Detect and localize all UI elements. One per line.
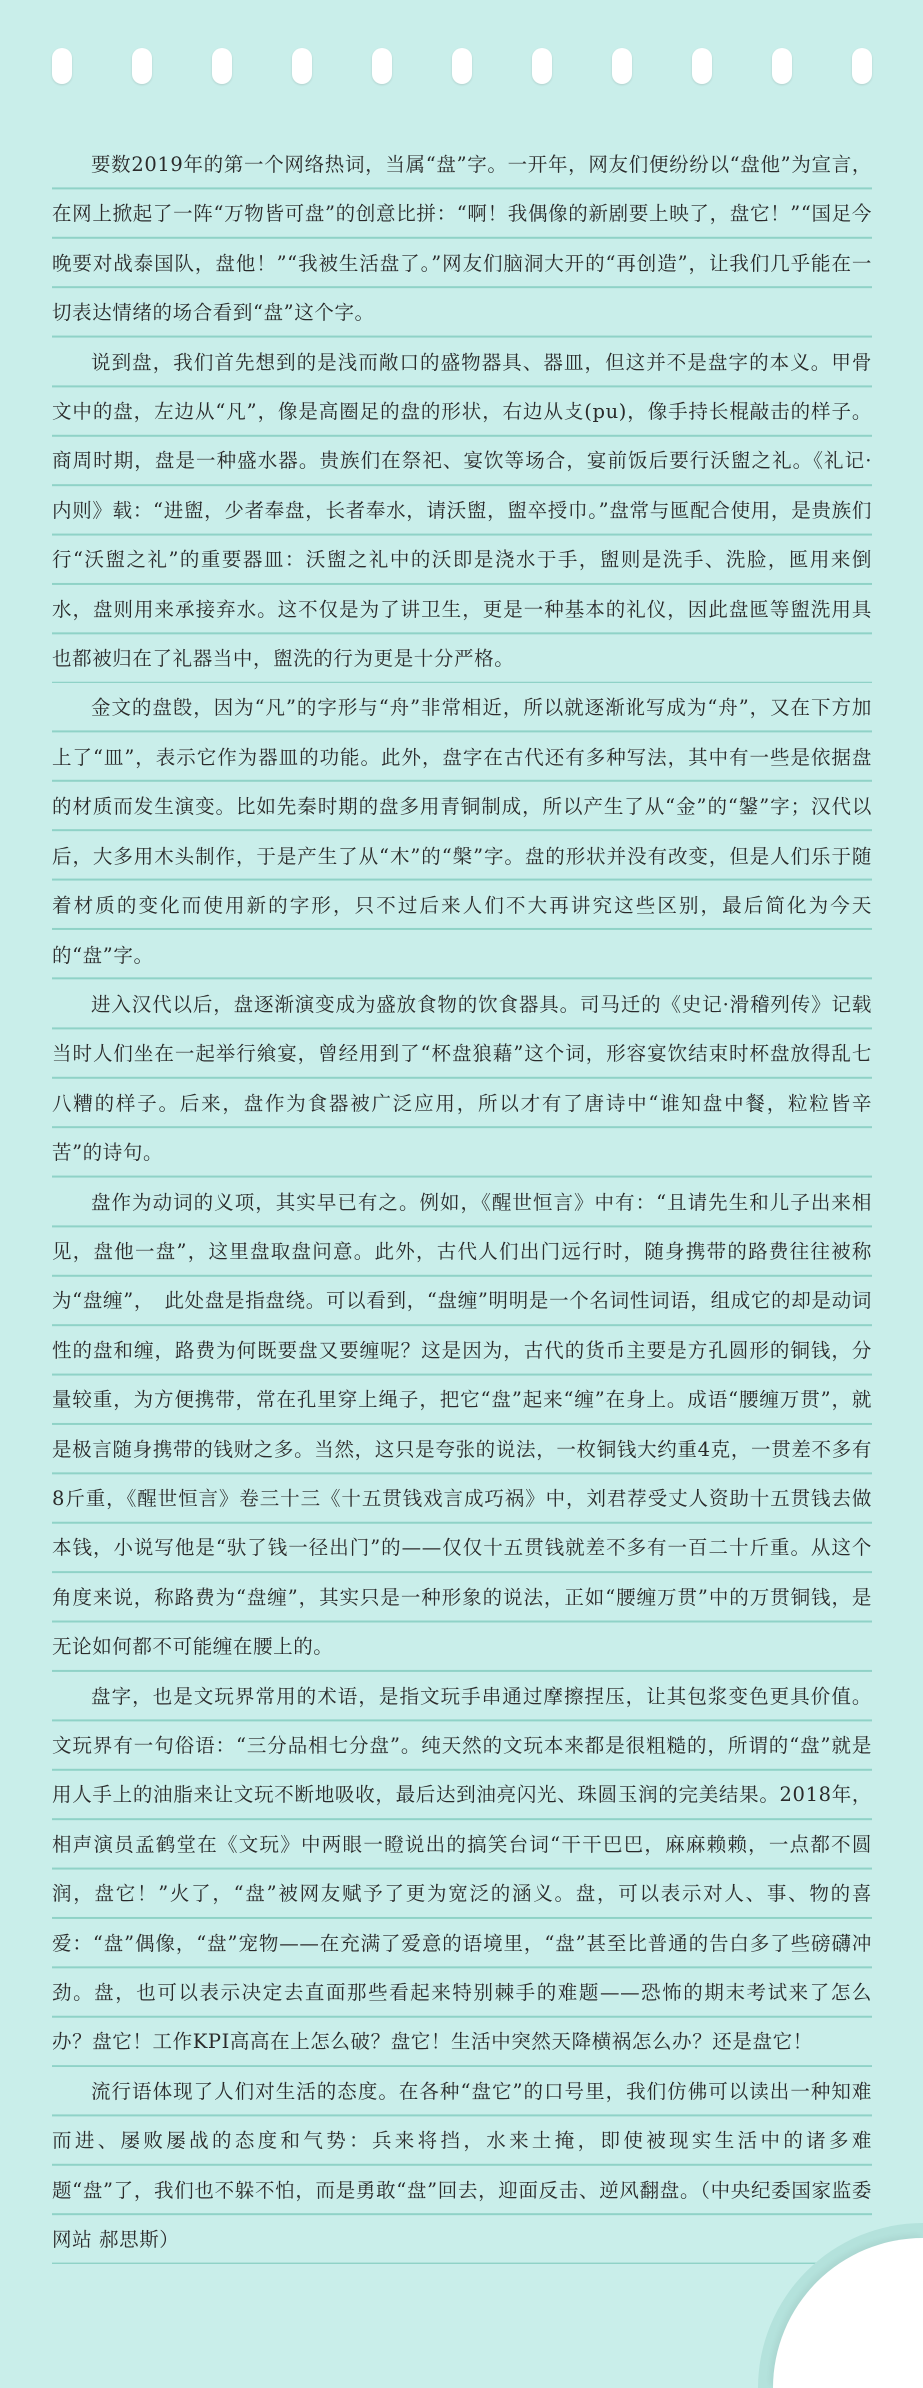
article-body <box>52 140 872 2264</box>
paragraph-conclusion: 流行语体现了人们对生活的态度。在各种“盘它”的口号里，我们仿佛可以读出一种知难而进、屡败屡战的态度和气势：兵来将挡，水来土掩，即使被现实生活中的诸多难题“盘”了，我们也不躲不怕，而是勇敢“盘”回去，迎面反击、逆风翻盘。（中央纪委国家监委网站 郝思斯） <box>52 2067 872 2265</box>
paragraph-intro: 要数2019年的第一个网络热词，当属“盘”字。一开年，网友们便纷纷以“盘他”为宣言，在网上掀起了一阵“万物皆可盘”的创意比拼：“啊！我偶像的新剧要上映了，盘它！”“国足今晚要对战泰国队，盘他！”“我被生活盘了。”网友们脑洞大开的“再创造”，让我们几乎能在一切表达情绪的场合看到“盘”这个字。 <box>52 140 872 338</box>
binder-hole <box>692 48 712 84</box>
binder-holes <box>0 48 923 88</box>
binder-hole <box>292 48 312 84</box>
binder-hole <box>612 48 632 84</box>
binder-hole <box>772 48 792 84</box>
paragraph-origin: 说到盘，我们首先想到的是浅而敞口的盛物器具、器皿，但这并不是盘字的本义。甲骨文中的盘，左边从“凡”，像是高圈足的盘的形状，右边从攴(pu)，像手持长棍敲击的样子。商周时期，盘是一种盛水器。贵族们在祭祀、宴饮等场合，宴前饭后要行沃盥之礼。《礼记·内则》载：“进盥，少者奉盘，长者奉水，请沃盥，盥卒授巾。”盘常与匜配合使用，是贵族们行“沃盥之礼”的重要器皿：沃盥之礼中的沃即是浇水于手，盥则是洗手、洗脸，匜用来倒水，盘则用来承接弃水。这不仅是为了讲卫生，更是一种基本的礼仪，因此盘匜等盥洗用具也都被归在了礼器当中，盥洗的行为更是十分严格。 <box>52 338 872 684</box>
binder-hole <box>452 48 472 84</box>
paragraph-collectibles: 盘字，也是文玩界常用的术语，是指文玩手串通过摩擦捏压，让其包浆变色更具价值。文玩界有一句俗语：“三分品相七分盘”。纯天然的文玩本来都是很粗糙的，所谓的“盘”就是用人手上的油脂来让文玩不断地吸收，最后达到油亮闪光、珠圆玉润的完美结果。2018年，相声演员孟鹤堂在《文玩》中两眼一瞪说出的搞笑台词“干干巴巴，麻麻赖赖，一点都不圆润，盘它！”火了，“盘”被网友赋予了更为宽泛的涵义。盘，可以表示对人、事、物的喜爱：“盘”偶像，“盘”宠物——在充满了爱意的语境里，“盘”甚至比普通的告白多了些磅礴冲劲。盘，也可以表示决定去直面那些看起来特别棘手的难题——恐怖的期末考试来了怎么办？盘它！工作KPI高高在上怎么破？盘它！生活中突然天降横祸怎么办？还是盘它！ <box>52 1672 872 2067</box>
binder-hole <box>212 48 232 84</box>
binder-hole <box>532 48 552 84</box>
binder-hole <box>852 48 872 84</box>
binder-hole <box>52 48 72 84</box>
binder-hole <box>372 48 392 84</box>
binder-hole <box>132 48 152 84</box>
paragraph-verb-meaning: 盘作为动词的义项，其实早已有之。例如，《醒世恒言》中有：“且请先生和儿子出来相见，盘他一盘”，这里盘取盘问意。此外，古代人们出门远行时，随身携带的路费往往被称为“盘缠”， 此处盘是指盘绕。可以看到，“盘缠”明明是一个名词性词语，组成它的却是动词性的盘和缠，路费为何既要盘又要缠呢？这是因为，古代的货币主要是方孔圆形的铜钱，分量较重，为方便携带，常在孔里穿上绳子，把它“盘”起来“缠”在身上。成语“腰缠万贯”，就是极言随身携带的钱财之多。当然，这只是夸张的说法，一枚铜钱大约重4克，一贯差不多有8斤重，《醒世恒言》卷三十三《十五贯钱戏言成巧祸》中，刘君荐受丈人资助十五贯钱去做本钱，小说写他是“驮了钱一径出门”的——仅仅十五贯钱就差不多有一百二十斤重。从这个角度来说，称路费为“盘缠”，其实只是一种形象的说法，正如“腰缠万贯”中的万贯铜钱，是无论如何都不可能缠在腰上的。 <box>52 1178 872 1672</box>
paragraph-evolution: 金文的盘𣪘，因为“凡”的字形与“舟”非常相近，所以就逐渐讹写成为“舟”，又在下方加上了“皿”，表示它作为器皿的功能。此外，盘字在古代还有多种写法，其中有一些是依据盘的材质而发生演变。比如先秦时期的盘多用青铜制成，所以产生了从“金”的“鎜”字；汉代以后，大多用木头制作，于是产生了从“木”的“槃”字。盘的形状并没有改变，但是人们乐于随着材质的变化而使用新的字形，只不过后来人们不大再讲究这些区别，最后简化为今天的“盘”字。 <box>52 683 872 979</box>
paragraph-han-dynasty: 进入汉代以后，盘逐渐演变成为盛放食物的饮食器具。司马迁的《史记·滑稽列传》记载当时人们坐在一起举行飨宴，曾经用到了“杯盘狼藉”这个词，形容宴饮结束时杯盘放得乱七八糟的样子。后来，盘作为食器被广泛应用，所以才有了唐诗中“谁知盘中餐，粒粒皆辛苦”的诗句。 <box>52 980 872 1178</box>
